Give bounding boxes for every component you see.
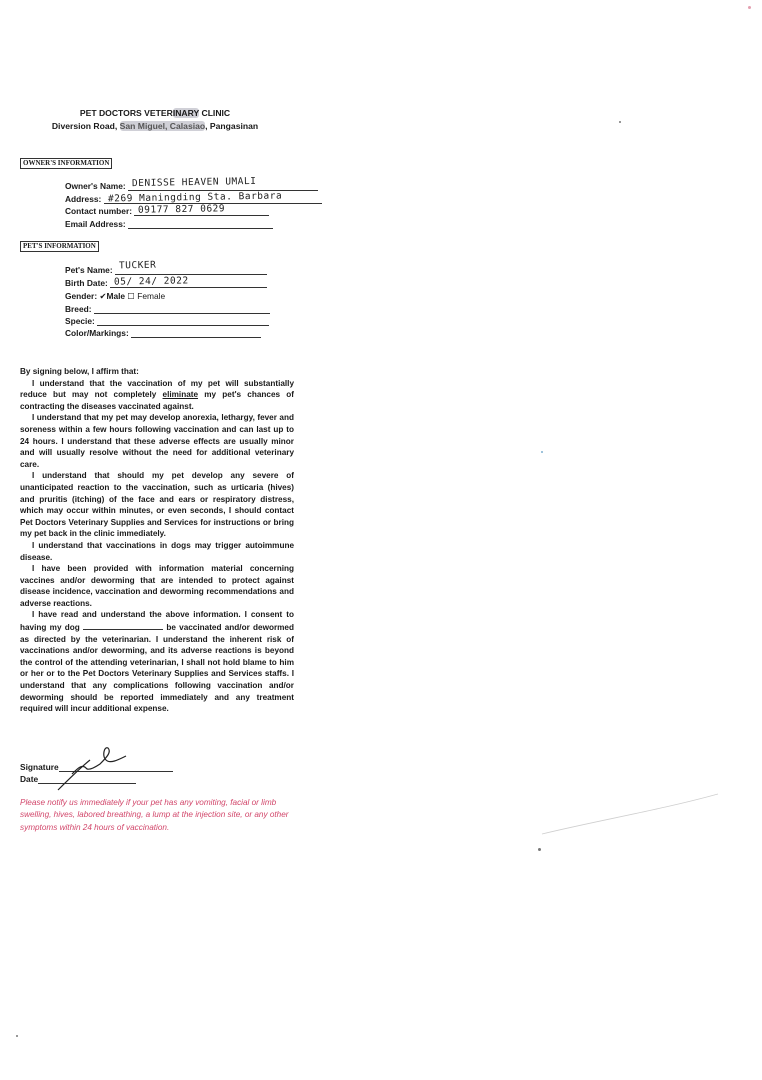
clinic-address: Diversion Road, San Miguel, Calasiao, Pangasinan [51,121,259,131]
scan-speck [748,6,751,9]
consent-intro: By signing below, I affirm that: [20,367,139,376]
scan-speck [541,451,543,453]
owner-name-field [128,175,318,191]
pet-section-label: PET'S INFORMATION [20,241,99,252]
pet-name-field [115,259,267,275]
breed-label: Breed: [65,304,92,314]
birth-date-label: Birth Date: [65,278,108,288]
owner-section-label: OWNER'S INFORMATION [20,158,112,169]
contact-number-row [65,203,269,216]
consent-paragraph-4: I understand that vaccinations in dogs may trigger autoimmune disease. [20,540,294,562]
breed-row [65,304,270,314]
owner-address-label: Address: [65,194,102,204]
consent-text [20,366,294,715]
email-row [65,219,273,229]
consent-paragraph-2: I understand that my pet may develop anorexia, lethargy, fever and soreness within a few hours following vaccination and can last up to 24 hours. I understand that these adverse effects are usually minor and will usually resolve without the need for additional veterinary care. [20,413,294,469]
pet-name-row [65,259,267,275]
scan-speck [538,848,541,851]
pet-name-label: Pet's Name: [65,265,113,275]
consent-paragraph-1: I understand that the vaccination of my pet will substantially reduce but may not completely eliminate my pet's chances of contracting the diseases vaccinated against. [20,378,294,411]
breed-field[interactable] [94,304,270,314]
contact-number-value: 09177 827 0629 [138,203,226,216]
gender-label: Gender: [65,291,98,301]
contact-number-field [134,203,269,216]
smudged-text: INARY [172,108,200,118]
color-markings-label: Color/Markings: [65,328,129,338]
smudged-text: San Miguel, Calasiao [119,121,206,131]
gender-female-option[interactable]: ☐ Female [127,291,166,301]
owner-address-row [65,190,322,205]
birth-date-field [110,275,267,288]
birth-date-value: 05/ 24/ 2022 [114,275,189,288]
clinic-name: PET DOCTORS VETERINARY CLINIC [79,108,231,118]
gender-row [65,291,165,301]
consent-paragraph-3: I understand that should my pet develop any severe of unanticipated reaction to the vaccination, such as urticaria (hives) and pruritis (itching) of the face and ears or respiratory distress, which may occur within minutes, or even seconds, I should contact Pet Doctors Veterinary Supplies and Services for instructions or bring my pet back in the clinic immediately. [20,471,294,539]
email-label: Email Address: [65,219,126,229]
signature-label: Signature [20,762,59,772]
color-markings-field[interactable] [131,328,261,338]
specie-row [65,316,269,326]
owner-name-value: DENISSE HEAVEN UMALI [131,175,257,190]
contact-number-label: Contact number: [65,206,132,216]
gender-male-option[interactable]: ✔Male [99,291,126,301]
color-markings-row [65,328,261,338]
consent-paragraph-6: I have read and understand the above information. I consent to having my dog be vaccinated and/or dewormed as directed by the veterinarian. I understand the inherent risk of vaccinations and/or deworming, and its adverse reactions is beyond the control of the attending veterinarian, I shall not hold blame to him or her or to the Pet Doctors Veterinary Supplies and Services staffs. I understand that any complications following vaccination and/or deworming should be reported immediately and any treatment required will incur additional expense. [20,610,294,714]
dog-name-blank[interactable] [83,621,163,630]
email-field [128,219,273,229]
specie-field[interactable] [97,316,269,326]
date-label: Date [20,774,39,784]
scan-speck [16,1035,18,1037]
post-vaccination-notice: Please notify us immediately if your pet has any vomiting, facial or limb swelling, hives, labored breathing, a lump at the injection site, or any other symptoms within 24 hours of vaccination. [20,798,289,832]
handwritten-signature [50,738,130,798]
birth-date-row [65,275,267,288]
scan-speck [619,121,621,123]
consent-paragraph-5: I have been provided with information material concerning vaccines and/or deworming that are intended to protect against disease incidence, vaccination and deworming recommendations and adverse reactions. [20,564,294,608]
pet-name-value: TUCKER [118,259,157,272]
owner-name-label: Owner's Name: [65,181,126,191]
owner-address-value: #269 Maningding Sta. Barbara [107,190,282,205]
scan-streak [540,790,720,840]
specie-label: Specie: [65,316,95,326]
